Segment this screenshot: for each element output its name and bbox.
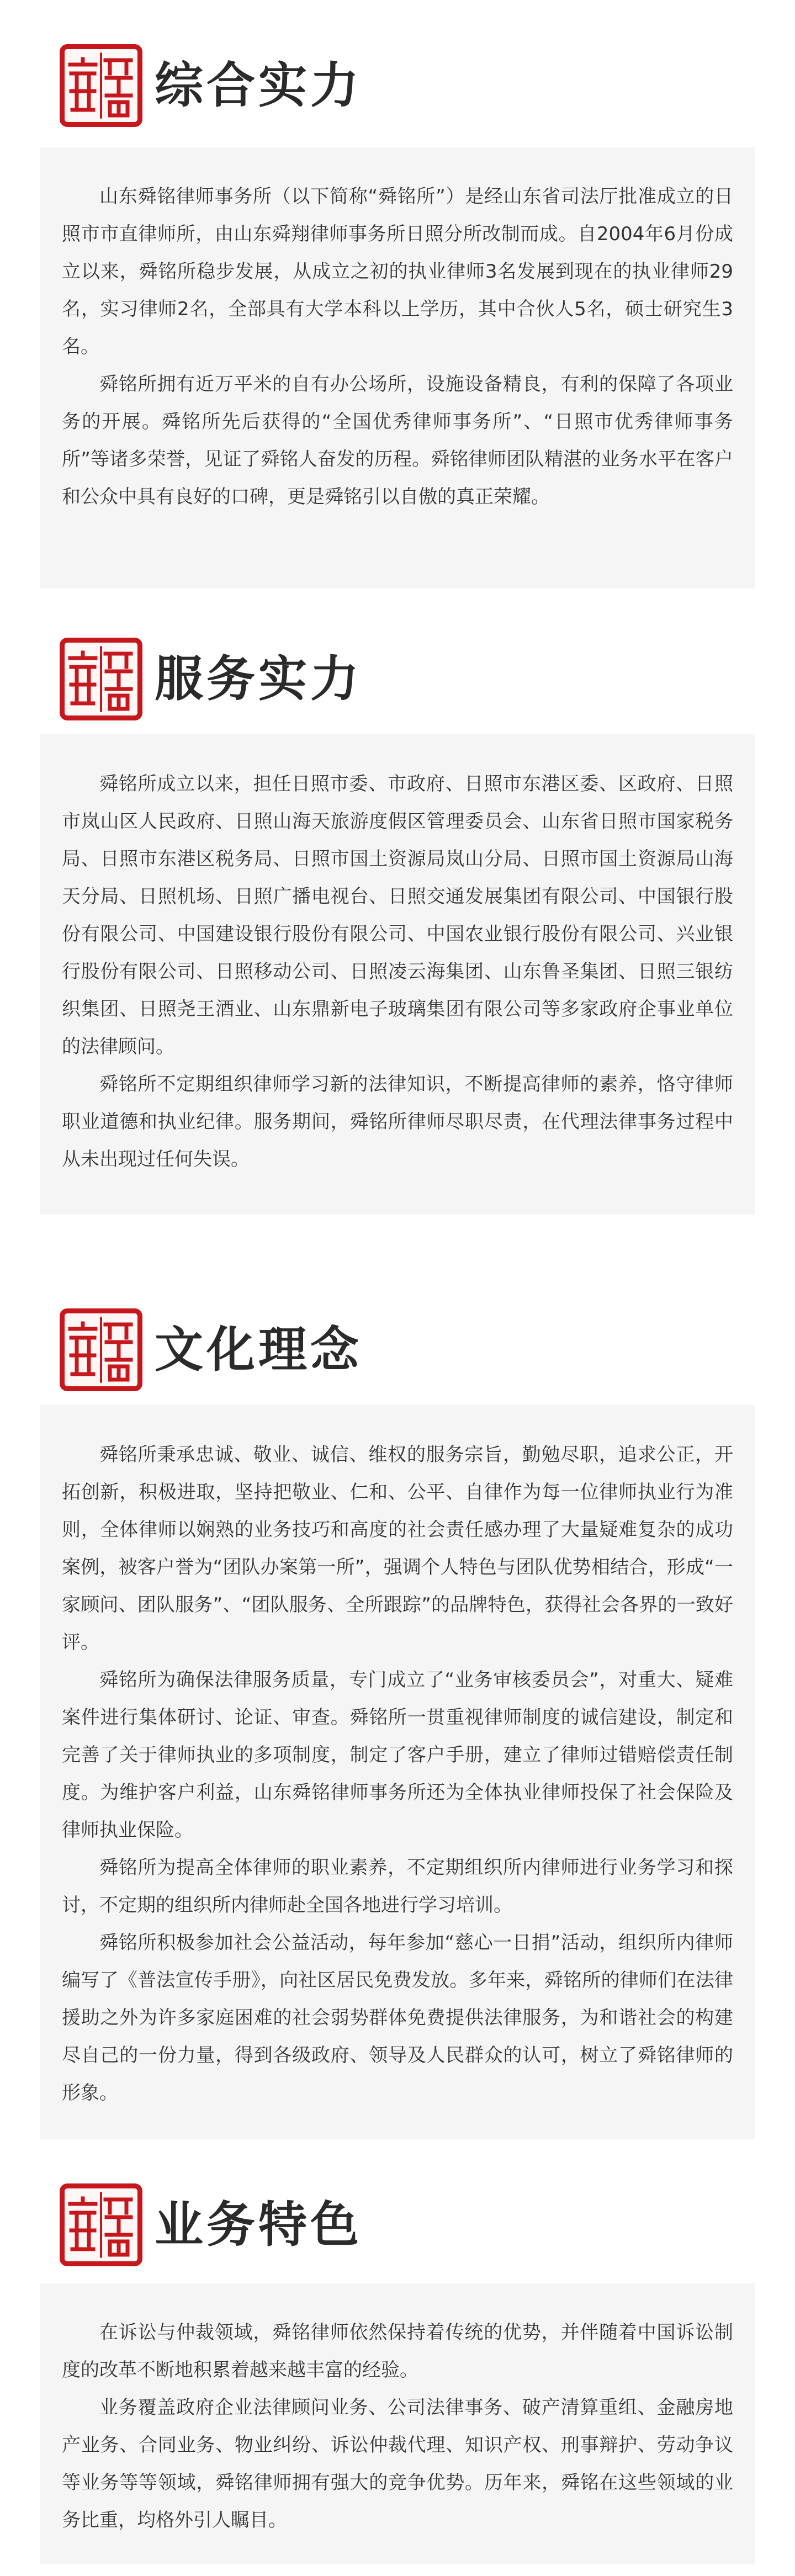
paragraph: 山东舜铭律师事务所（以下简称“舜铭所”）是经山东省司法厅批准成立的日照市市直律师所，由山东舜翔律师事务所日照分所改制而成。自2004年6月份成立以来，舜铭所稳步发展，从成立之初的执业律师3名发展到现在的执业律师29名，实习律师2名，全部具有大学本科以上学历，其中合伙人5名，硕士研究生3名。 [62, 185, 733, 358]
section-panel [40, 147, 755, 589]
section-panel [40, 734, 755, 1215]
paragraph: 舜铭所秉承忠诚、敬业、诚信、维权的服务宗旨，勤勉尽职，追求公正，开拓创新，积极进取，坚持把敬业、仁和、公平、自律作为每一位律师执业行为准则，全体律师以娴熟的业务技巧和高度的社会责任感办理了大量疑难复杂的成功案例，被客户誉为“团队办案第一所”，强调个人特色与团队优势相结合，形成“一家顾问、团队服务”、“团队服务、全所跟踪”的品牌特色，获得社会各界的一致好评。 [62, 1444, 733, 1653]
red-seal-stamp-icon [60, 1308, 142, 1391]
paragraph: 舜铭所积极参加社会公益活动，每年参加“慈心一日捐”活动，组织所内律师编写了《普法宣传手册》，向社区居民免费发放。多年来，舜铭所的律师们在法律援助之外为许多家庭困难的社会弱势群体免费提供法律服务，为和谐社会的构建尽自己的一份力量，得到各级政府、领导及人民群众的认可，树立了舜铭律师的形象。 [62, 1932, 733, 2104]
paragraph: 在诉讼与仲裁领域，舜铭律师依然保持着传统的优势，并伴随着中国诉讼制度的改革不断地积累着越来越丰富的经验。 [62, 2321, 733, 2381]
section-title: 综合实力 [155, 57, 363, 114]
paragraph: 舜铭所为确保法律服务质量，专门成立了“业务审核委员会”，对重大、疑难案件进行集体研讨、论证、审查。舜铭所一贯重视律师制度的诚信建设，制定和完善了关于律师执业的多项制度，制定了客户手册，建立了律师过错赔偿责任制度。为维护客户利益，山东舜铭律师事务所还为全体执业律师投保了社会保险及律师执业保险。 [62, 1669, 733, 1841]
section-panel [40, 1405, 755, 2139]
red-seal-stamp-icon [60, 2183, 142, 2266]
section-title: 服务实力 [155, 650, 363, 707]
section-heading [60, 2183, 362, 2266]
red-seal-stamp-icon [60, 44, 142, 127]
red-seal-stamp-icon [60, 638, 142, 720]
section-heading [60, 44, 362, 127]
paragraph: 舜铭所不定期组织律师学习新的法律知识，不断提高律师的素养，恪守律师职业道德和执业纪律。服务期间，舜铭所律师尽职尽责，在代理法律事务过程中从未出现过任何失误。 [62, 1073, 733, 1170]
paragraph: 舜铭所拥有近万平米的自有办公场所，设施设备精良，有利的保障了各项业务的开展。舜铭所先后获得的“全国优秀律师事务所”、“日照市优秀律师事务所”等诸多荣誉，见证了舜铭人奋发的历程。舜铭律师团队精湛的业务水平在客户和公众中具有良好的口碑，更是舜铭引以自傲的真正荣耀。 [62, 373, 733, 508]
section-heading [60, 638, 362, 720]
paragraph: 舜铭所为提高全体律师的职业素养，不定期组织所内律师进行业务学习和探讨，不定期的组织所内律师赴全国各地进行学习培训。 [62, 1857, 733, 1916]
section-title: 业务特色 [155, 2196, 363, 2253]
paragraph: 业务覆盖政府企业法律顾问业务、公司法律事务、破产清算重组、金融房地产业务、合同业务、物业纠纷、诉讼仲裁代理、知识产权、刑事辩护、劳动争议等业务等等领域，舜铭律师拥有强大的竞争优势。历年来，舜铭在这些领域的业务比重，均格外引人瞩目。 [62, 2397, 733, 2531]
section-title: 文化理念 [155, 1321, 363, 1378]
section-heading [60, 1308, 362, 1391]
paragraph: 舜铭所成立以来，担任日照市委、市政府、日照市东港区委、区政府、日照市岚山区人民政府、日照山海天旅游度假区管理委员会、山东省日照市国家税务局、日照市东港区税务局、日照市国土资源局岚山分局、日照市国土资源局山海天分局、日照机场、日照广播电视台、日照交通发展集团有限公司、中国银行股份有限公司、中国建设银行股份有限公司、中国农业银行股份有限公司、兴业银行股份有限公司、日照移动公司、日照凌云海集团、山东鲁圣集团、日照三银纺织集团、日照尧王酒业、山东鼎新电子玻璃集团有限公司等多家政府企事业单位的法律顾问。 [62, 773, 733, 1058]
section-panel [40, 2283, 755, 2564]
